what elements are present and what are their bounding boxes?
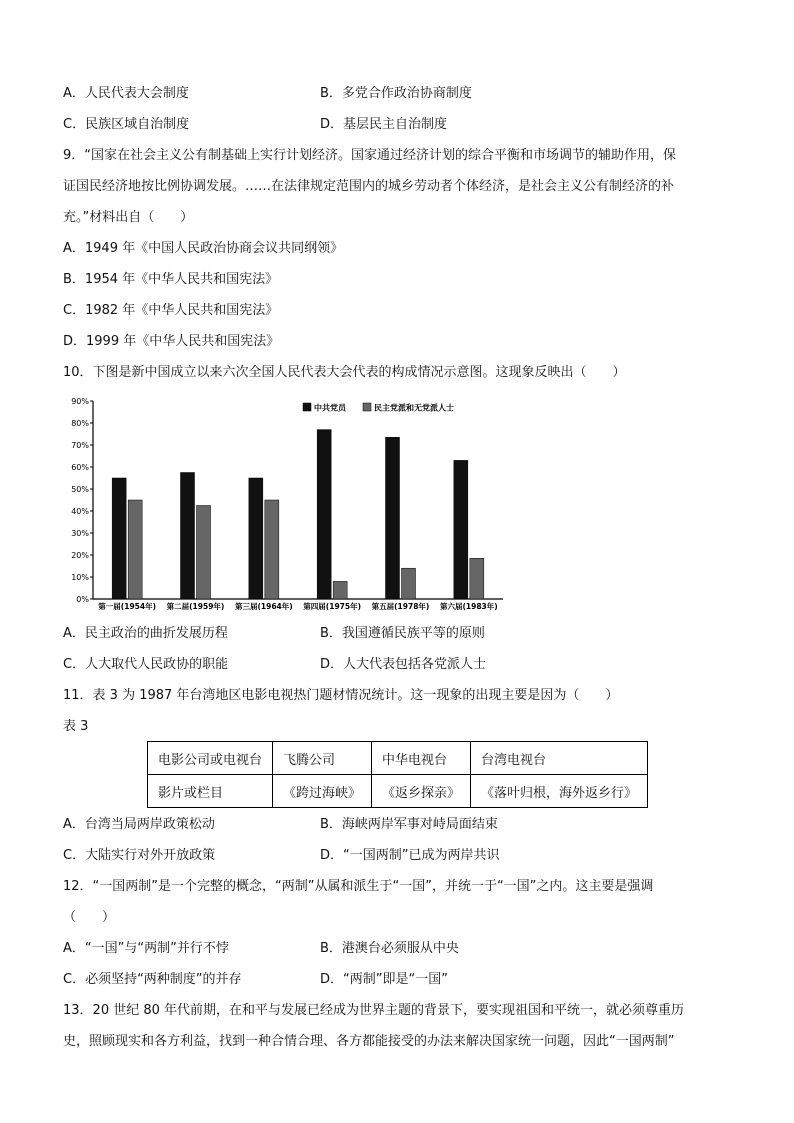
y-tick-label: 50%	[71, 485, 89, 494]
table-cell: 台湾电视台	[471, 742, 648, 775]
q9-option-c: C．1982 年《中华人民共和国宪法》	[63, 303, 279, 318]
q12-option-b: B．港澳台必须服从中央	[320, 941, 459, 956]
q12-stem-line2: （ ）	[63, 910, 116, 925]
legend-swatch	[363, 403, 371, 411]
y-tick-label: 60%	[71, 463, 89, 472]
q12-stem-line1: 12．“一国两制”是一个完整的概念，“两制”从属和派生于“一国”，并统一于“一国”之内。这主要是强调	[63, 879, 654, 894]
q11-option-c: C．大陆实行对外开放政策	[63, 848, 216, 863]
bar-chart	[63, 393, 508, 613]
q11-option-d: D．“一国两制”已成为两岸共识	[320, 848, 500, 863]
q12-option-a: A．“一国”与“两制”并行不悖	[63, 941, 229, 956]
table-3	[147, 741, 648, 808]
legend-label: 民主党派和无党派人士	[374, 403, 454, 413]
q8-option-b: B．多党合作政治协商制度	[320, 86, 472, 101]
bar-ccp	[317, 430, 331, 599]
table-row	[148, 742, 648, 775]
y-tick-label: 30%	[71, 529, 89, 538]
q13-stem-line2: 史，照顾现实和各方利益，找到一种合情合理、各方都能接受的办法来解决国家统一问题，因此“一国两制”	[63, 1034, 675, 1049]
q11-option-a: A．台湾当局两岸政策松动	[63, 817, 215, 832]
x-tick-label: 第四届(1975年)	[303, 602, 362, 611]
table-cell: 《落叶归根，海外返乡行》	[471, 775, 648, 808]
y-tick-label: 40%	[71, 507, 89, 516]
x-tick-label: 第六届(1983年)	[439, 602, 498, 611]
q9-option-a: A．1949 年《中国人民政治协商会议共同纲领》	[63, 241, 344, 256]
q12-option-c: C．必须坚持“两种制度”的并存	[63, 972, 242, 987]
bar-ccp	[454, 460, 468, 599]
y-tick-label: 90%	[71, 397, 89, 406]
x-tick-label: 第二届(1959年)	[166, 602, 225, 611]
q13-stem-line1: 13．20 世纪 80 年代前期，在和平与发展已经成为世界主题的背景下，要实现祖国和平统一，就必须尊重历	[63, 1003, 685, 1018]
q9-option-b: B．1954 年《中华人民共和国宪法》	[63, 272, 279, 287]
q9-stem-line1: 9．“国家在社会主义公有制基础上实行计划经济。国家通过经济计划的综合平衡和市场调节的辅助作用，保	[63, 148, 677, 163]
q11-stem: 11．表 3 为 1987 年台湾地区电影电视热门题材情况统计。这一现象的出现主要是因为（ ）	[63, 688, 619, 703]
y-tick-label: 20%	[71, 551, 89, 560]
q10-stem: 10．下图是新中国成立以来六次全国人民代表大会代表的构成情况示意图。这现象反映出（ ）	[63, 365, 626, 380]
table-cell: 中华电视台	[372, 742, 471, 775]
bar-ccp	[386, 437, 400, 599]
table-cell: 飞腾公司	[273, 742, 372, 775]
bar-democratic	[128, 500, 142, 599]
table-cell: 《跨过海峡》	[273, 775, 372, 808]
table-cell: 《返乡探亲》	[372, 775, 471, 808]
bar-democratic	[197, 506, 211, 600]
q9-stem-line2: 证国民经济地按比例协调发展。……在法律规定范围内的城乡劳动者个体经济，是社会主义公有制经济的补	[63, 179, 675, 194]
x-tick-label: 第一届(1954年)	[98, 602, 157, 611]
y-tick-label: 80%	[71, 419, 89, 428]
x-tick-label: 第三届(1964年)	[234, 602, 293, 611]
x-tick-label: 第五届(1978年)	[371, 602, 430, 611]
q8-option-a: A．人民代表大会制度	[63, 86, 189, 101]
bar-democratic	[265, 500, 279, 599]
legend-swatch	[303, 403, 311, 411]
table-cell: 电影公司或电视台	[148, 742, 273, 775]
q9-option-d: D．1999 年《中华人民共和国宪法》	[63, 334, 280, 349]
q12-option-d: D．“两制”即是“一国”	[320, 972, 448, 987]
legend-label: 中共党员	[314, 403, 346, 413]
q10-option-a: A．民主政治的曲折发展历程	[63, 626, 228, 641]
bar-democratic	[333, 581, 347, 599]
bar-democratic	[402, 568, 416, 599]
q9-stem-line3: 充。”材料出自（ ）	[63, 210, 194, 225]
bar-ccp	[249, 478, 263, 599]
bar-ccp	[112, 478, 126, 599]
y-tick-label: 70%	[71, 441, 89, 450]
bar-democratic	[470, 558, 484, 599]
q10-option-c: C．人大取代人民政协的职能	[63, 657, 229, 672]
y-tick-label: 10%	[71, 573, 89, 582]
bar-ccp	[181, 473, 195, 600]
q11-option-b: B．海峡两岸军事对峙局面结束	[320, 817, 498, 832]
q10-option-b: B．我国遵循民族平等的原则	[320, 626, 485, 641]
table-caption: 表 3	[63, 719, 89, 734]
table-row	[148, 775, 648, 808]
q10-option-d: D．人大代表包括各党派人士	[320, 657, 487, 672]
q8-option-c: C．民族区域自治制度	[63, 117, 190, 132]
q8-option-d: D．基层民主自治制度	[320, 117, 448, 132]
y-tick-label: 0%	[76, 595, 89, 604]
table-cell: 影片或栏目	[148, 775, 273, 808]
